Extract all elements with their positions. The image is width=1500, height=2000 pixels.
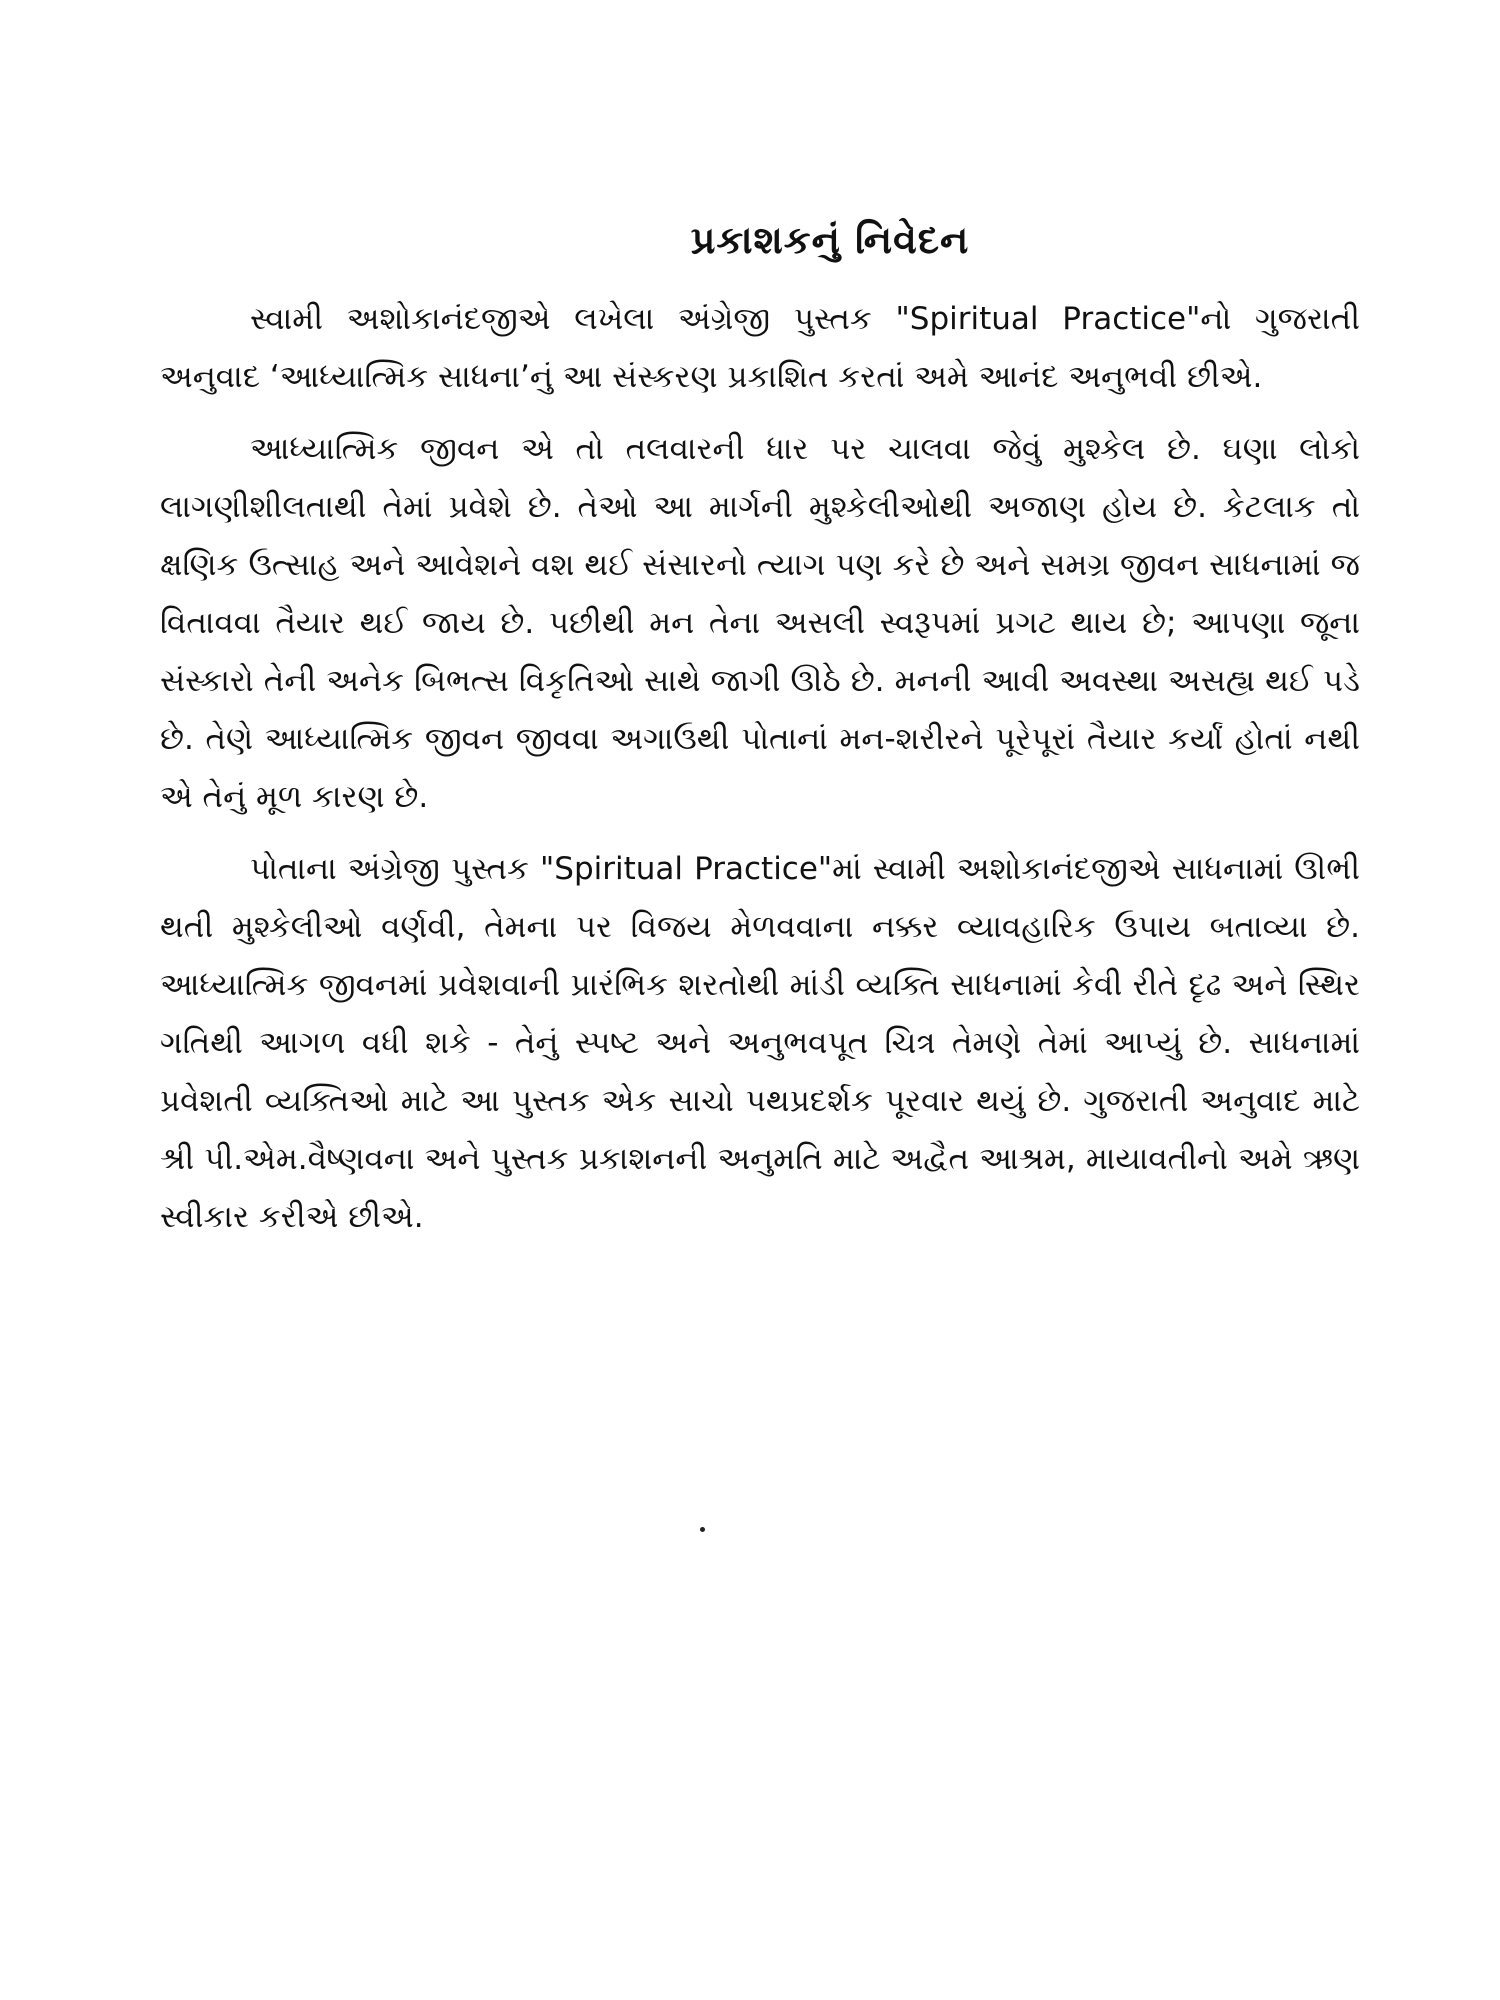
stray-dot-mark <box>700 1527 705 1532</box>
paragraph-2: આધ્યાત્મિક જીવન એ તો તલવારની ધાર પર ચાલવા જેવું મુશ્કેલ છે. ઘણા લોકો લાગણીશીલતાથી તેમાં પ્રવેશે છે. તેઓ આ માર્ગની મુશ્કેલીઓથી અજાણ હોય છે. કેટલાક તો ક્ષણિક ઉત્સાહ અને આવેશને વશ થઈ સંસારનો ત્યાગ પણ કરે છે અને સમગ્ર જીવન સાધનામાં જ વિતાવવા તૈયાર થઈ જાય છે. પછીથી મન તેના અસલી સ્વરૂપમાં પ્રગટ થાય છે; આપણા જૂના સંસ્કારો તેની અનેક બિભત્સ વિકૃતિઓ સાથે જાગી ઊઠે છે. મનની આવી અવસ્થા અસહ્ય થઈ પડે છે. તેણે આધ્યાત્મિક જીવન જીવવા અગાઉથી પોતાનાં મન-શરીરને પૂરેપૂરાં તૈયાર કર્યાં હોતાં નથી એ તેનું મૂળ કારણ છે. <box>160 431 1360 815</box>
page-title: પ્રકાશકનું નિવેદન <box>690 218 970 262</box>
paragraph-1: સ્વામી અશોકાનંદજીએ લખેલા અંગ્રેજી પુસ્તક "Spiritual Practice"નો ગુજરાતી અનુવાદ ‘આધ્યાત્મિક સાધના’નું આ સંસ્કરણ પ્રકાશિત કરતાં અમે આનંદ અનુભવી છીએ. <box>160 301 1360 395</box>
body-text <box>160 290 1360 1260</box>
paragraph-3: પોતાના અંગ્રેજી પુસ્તક "Spiritual Practice"માં સ્વામી અશોકાનંદજીએ સાધનામાં ઊભી થતી મુશ્કેલીઓ વર્ણવી, તેમના પર વિજય મેળવવાના નક્કર વ્યાવહારિક ઉપાય બતાવ્યા છે. આધ્યાત્મિક જીવનમાં પ્રવેશવાની પ્રારંભિક શરતોથી માંડી વ્યક્તિ સાધનામાં કેવી રીતે દૃઢ અને સ્થિર ગતિથી આગળ વધી શકે - તેનું સ્પષ્ટ અને અનુભવપૂત ચિત્ર તેમણે તેમાં આપ્યું છે. સાધનામાં પ્રવેશતી વ્યક્તિઓ માટે આ પુસ્તક એક સાચો પથપ્રદર્શક પૂરવાર થયું છે. ગુજરાતી અનુવાદ માટે શ્રી પી.એમ.વૈષ્ણવના અને પુસ્તક પ્રકાશનની અનુમતિ માટે અદ્વૈત આશ્રમ, માયાવતીનો અમે ઋણ સ્વીકાર કરીએ છીએ. <box>160 851 1360 1235</box>
